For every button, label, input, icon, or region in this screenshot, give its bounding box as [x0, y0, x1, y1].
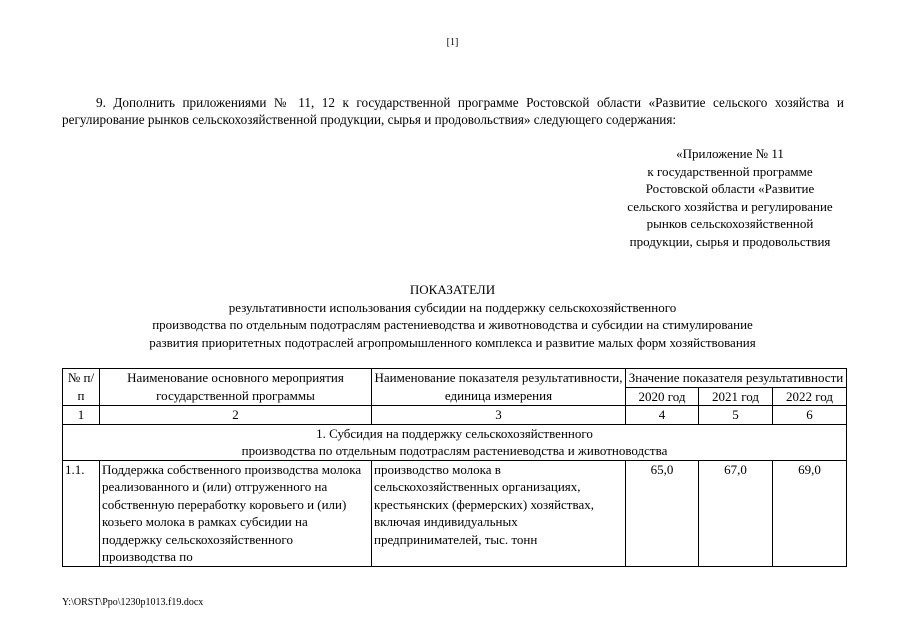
row-num: 1.1. — [63, 460, 100, 566]
header-year: 2020 год — [626, 387, 699, 406]
page-number: [1] — [446, 37, 459, 48]
column-number: 2 — [100, 406, 372, 425]
appendix-line: сельского хозяйства и регулирование — [627, 198, 833, 214]
appendix-line: «Приложение № 11 — [676, 146, 784, 161]
table-row — [63, 460, 847, 566]
appendix-line: продукции, сырья и продовольствия — [629, 233, 831, 249]
heading-line: развития приоритетных подотраслей агропромышленного комплекса и развитие малых форм хозяйствования — [149, 334, 756, 350]
column-number: 1 — [63, 406, 100, 425]
heading-line: результативности использования субсидии на поддержку сельскохозяйственного — [228, 299, 677, 315]
footer-file-path: Y:\ORST\Ppo\1230p1013.f19.docx — [62, 597, 204, 608]
intro-paragraph: 9. Дополнить приложениями № 11, 12 к государственной программе Ростовской области «Развитие сельского хозяйства и регулирование рынков сельскохозяйственной продукции, сырья и продовольствия» следующего содержания: — [62, 95, 844, 127]
heading-line: производства по отдельным подотраслям растениеводства и животноводства и субсидии на стимулирование — [152, 317, 753, 332]
header-year: 2021 год — [699, 387, 773, 406]
row-activity: Поддержка собственного производства молока реализованного и (или) отгруженного на собственную переработку коровьего и (или) козьего молока в рамках субсидии на поддержку сельскохозяйственного производства по — [100, 460, 372, 566]
header-year: 2022 год — [773, 387, 847, 406]
appendix-line: Ростовской области «Развитие — [645, 181, 815, 196]
row-value-2020: 65,0 — [626, 460, 699, 566]
appendix-block — [560, 145, 900, 250]
heading-title: ПОКАЗАТЕЛИ — [409, 282, 496, 297]
appendix-line: рынков сельскохозяйственной — [646, 216, 814, 231]
column-number: 3 — [372, 406, 626, 425]
section-title-row — [63, 424, 847, 460]
column-numbers-row — [63, 406, 847, 425]
column-number: 5 — [699, 406, 773, 425]
column-number: 6 — [773, 406, 847, 425]
row-value-2022: 69,0 — [773, 460, 847, 566]
table-header-row — [63, 369, 847, 388]
column-number: 4 — [626, 406, 699, 425]
header-indicator: Наименование показателя результативности, единица измерения — [372, 369, 626, 406]
section-title — [63, 424, 847, 460]
header-activity: Наименование основного мероприятия государственной программы — [100, 369, 372, 406]
appendix-line: к государственной программе — [647, 163, 813, 179]
section-title-line: 1. Субсидия на поддержку сельскохозяйственного — [316, 425, 593, 441]
header-num: № п/п — [63, 369, 100, 406]
indicators-table — [62, 368, 847, 567]
row-value-2021: 67,0 — [699, 460, 773, 566]
section-title-line: производства по отдельным подотраслям растениеводства и животноводства — [241, 443, 668, 458]
row-indicator: производство молока в сельскохозяйственных организациях, крестьянских (фермерских) хозяйствах, включая индивидуальных предпринимателей, тыс. тонн — [372, 460, 626, 566]
header-value-group: Значение показателя результативности — [626, 369, 847, 388]
document-heading — [0, 281, 905, 351]
